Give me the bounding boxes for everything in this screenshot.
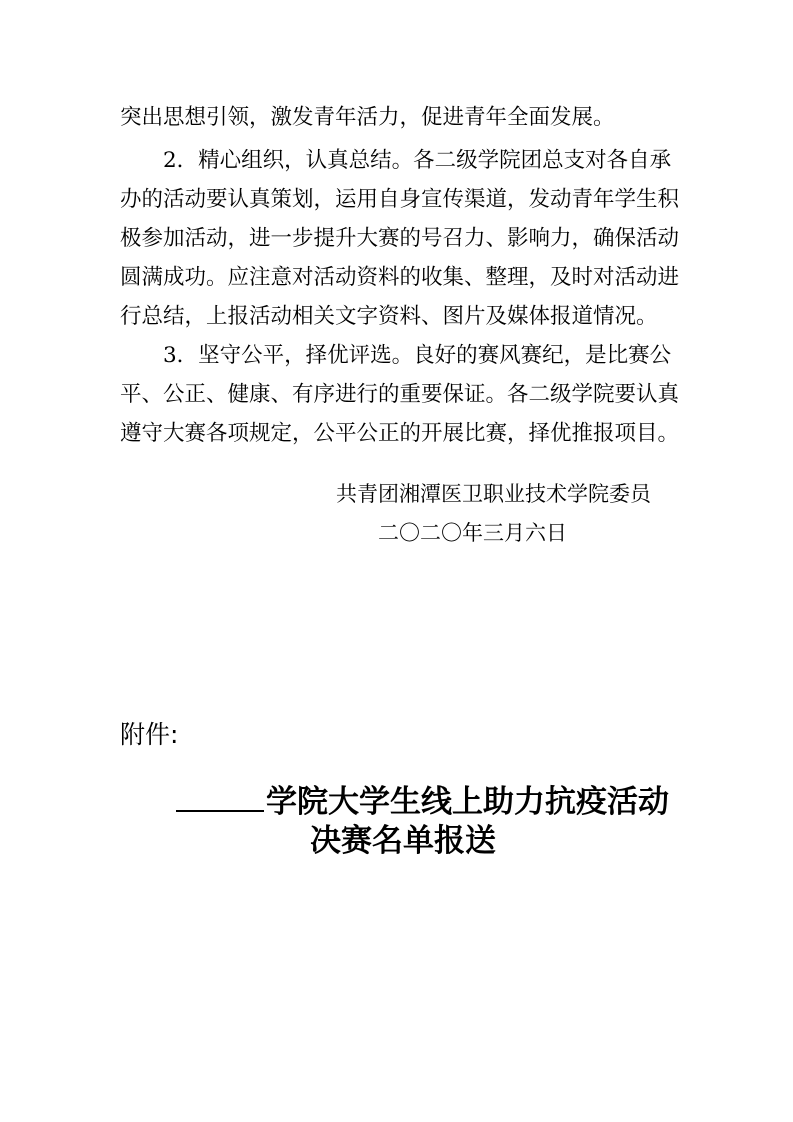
paragraph-line: 2．精心组织，认真总结。各二级学院团总支对各自承	[163, 148, 672, 173]
paragraph-line: 3．坚守公平，择优评选。良好的赛风赛纪，是比赛公	[163, 343, 672, 368]
paragraph-line: 办的活动要认真策划，运用自身宣传渠道，发动青年学生积	[120, 187, 680, 212]
attachment-title-line1	[176, 780, 669, 821]
paragraph-line: 平、公正、健康、有序进行的重要保证。各二级学院要认真	[120, 382, 680, 407]
attachment-title-text: 学院大学生线上助力抗疫活动	[266, 784, 669, 820]
attachment-title-line2: 决赛名单报送	[310, 823, 496, 859]
fill-in-blank	[176, 780, 264, 812]
paragraph-line: 圆满成功。应注意对活动资料的收集、整理，及时对活动进	[120, 265, 680, 290]
paragraph-line: 行总结，上报活动相关文字资料、图片及媒体报道情况。	[120, 304, 658, 329]
paragraph-line: 极参加活动，进一步提升大赛的号召力、影响力，确保活动	[120, 226, 680, 251]
attachment-label: 附件:	[120, 720, 179, 749]
paragraph-line: 突出思想引领，激发青年活力，促进青年全面发展。	[120, 105, 615, 130]
signature-date: 二〇二〇年三月六日	[378, 521, 567, 545]
paragraph-line: 遵守大赛各项规定，公平公正的开展比赛，择优推报项目。	[120, 421, 680, 446]
signature-org: 共青团湘潭医卫职业技术学院委员	[336, 482, 651, 506]
